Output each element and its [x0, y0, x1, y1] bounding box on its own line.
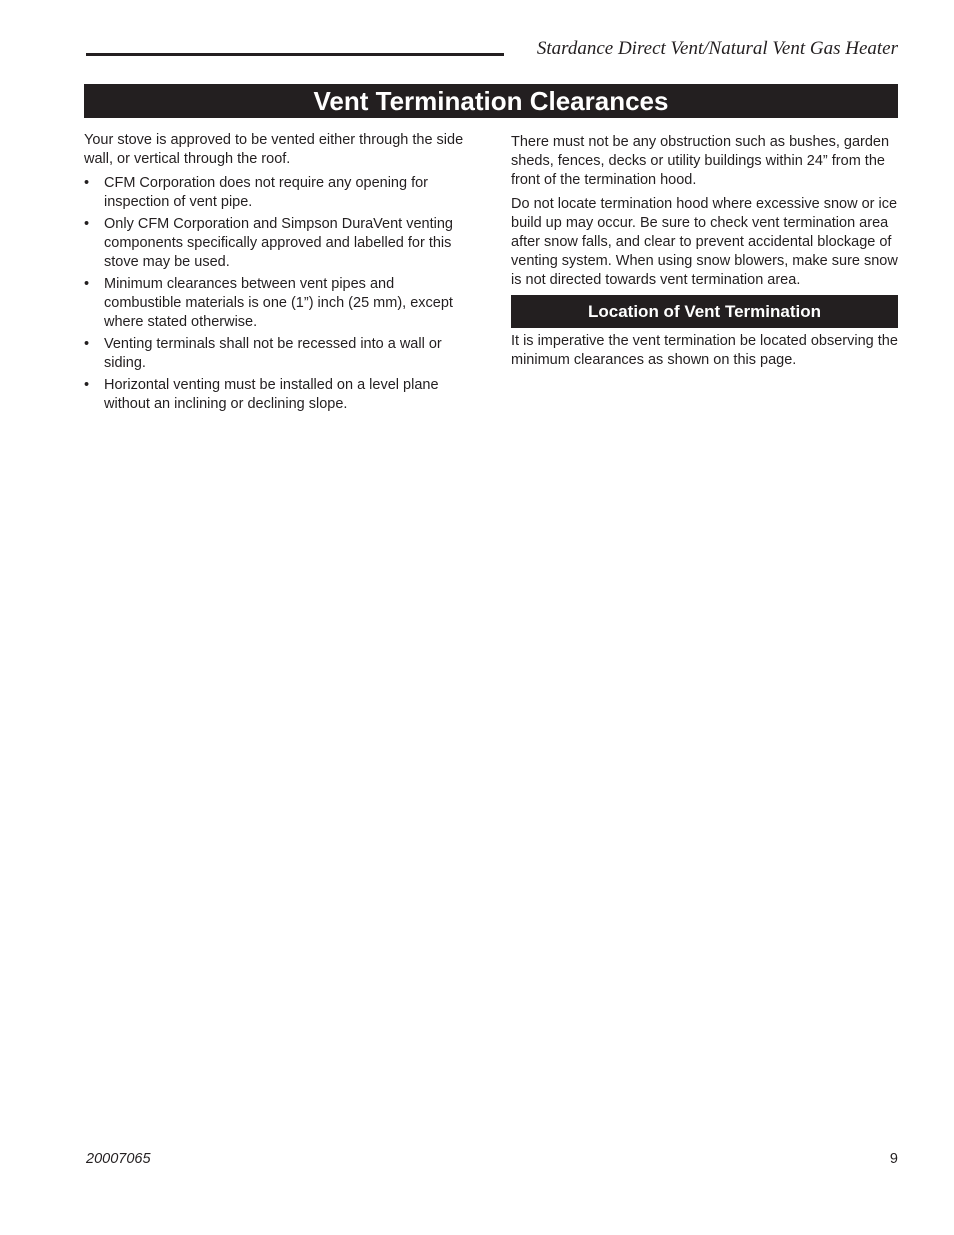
- bullet-icon: •: [84, 336, 90, 352]
- list-item-text: Only CFM Corporation and Simpson DuraVent venting components specifically approved and labelled for this stove may be used.: [104, 216, 453, 270]
- right-column: [511, 133, 898, 375]
- obstruction-paragraph: There must not be any obstruction such as bushes, garden sheds, fences, decks or utility buildings within 24” from the front of the termination hood.: [511, 134, 890, 188]
- list-item: [84, 376, 474, 414]
- intro-paragraph: Your stove is approved to be vented either through the side wall, or vertical through the roof.: [84, 132, 464, 167]
- list-item: [84, 275, 474, 332]
- subsection-title-banner: Location of Vent Termination: [511, 295, 898, 328]
- list-item-text: CFM Corporation does not require any opening for inspection of vent pipe.: [104, 175, 429, 210]
- list-item: [84, 335, 474, 373]
- list-item: [84, 215, 474, 272]
- bullet-icon: •: [84, 276, 90, 292]
- document-number: 20007065: [86, 1151, 151, 1167]
- snow-paragraph: Do not locate termination hood where excessive snow or ice build up may occur. Be sure to check vent termination area after snow falls, and clear to prevent accidental blockage of venting system. When using snow blowers, make sure snow is not directed towards vent termination area.: [511, 196, 898, 288]
- location-paragraph: It is imperative the vent termination be located observing the minimum clearances as shown on this page.: [511, 333, 898, 368]
- list-item-text: Venting terminals shall not be recessed into a wall or siding.: [104, 336, 442, 371]
- list-item: [84, 174, 474, 212]
- list-item-text: Horizontal venting must be installed on a level plane without an inclining or declining slope.: [104, 377, 439, 412]
- list-item-text: Minimum clearances between vent pipes and combustible materials is one (1”) inch (25 mm), except where stated otherwise.: [104, 276, 453, 330]
- bullet-icon: •: [84, 216, 90, 232]
- bullet-icon: •: [84, 377, 90, 393]
- bullet-icon: •: [84, 175, 90, 191]
- page-number: 9: [889, 1151, 898, 1167]
- section-title-banner: Vent Termination Clearances: [84, 84, 898, 118]
- running-header-title: Stardance Direct Vent/Natural Vent Gas Heater: [536, 38, 898, 59]
- requirements-list: [84, 174, 474, 414]
- left-column: [84, 131, 474, 417]
- header-rule: [86, 53, 504, 56]
